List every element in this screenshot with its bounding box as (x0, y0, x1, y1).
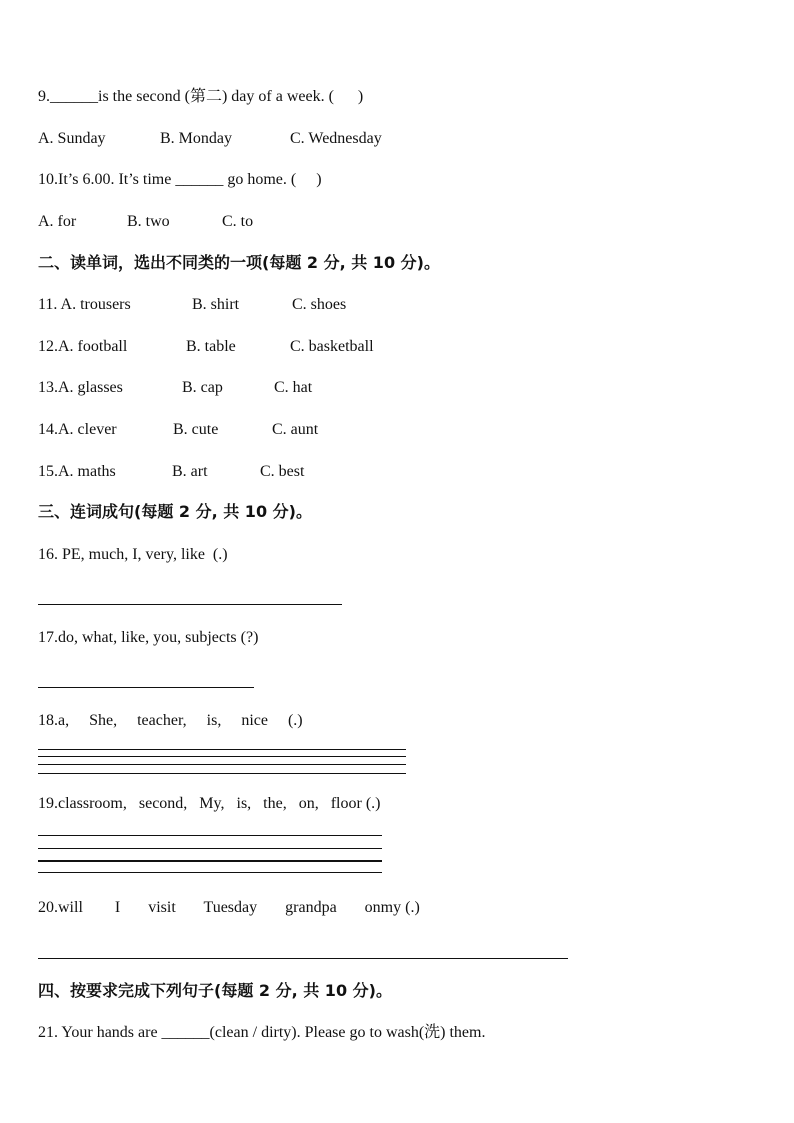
section-heading-4: 四、按要求完成下列句子(每题 2 分, 共 10 分)。 (38, 981, 392, 1000)
option-c: C. basketball (290, 338, 374, 355)
question-9: 9.______is the second (第二) day of a week. ( ) (38, 88, 364, 105)
section-heading-3: 三、连词成句(每题 2 分, 共 10 分)。 (38, 502, 312, 521)
option-c: C. hat (274, 379, 313, 396)
option-c: C. aunt (272, 421, 319, 438)
option-b: B. art (172, 463, 208, 480)
question-16: 16. PE, much, I, very, like (.) (38, 546, 228, 563)
question-10: 10.It’s 6.00. It’s time ______ go home. ( ) (38, 171, 322, 188)
option-c: C. to (222, 213, 254, 230)
question-12: 12.A. football (38, 338, 128, 355)
question-17: 17.do, what, like, you, subjects (?) (38, 629, 259, 646)
question-15: 15.A. maths (38, 463, 116, 480)
option-b: B. table (186, 338, 236, 355)
answer-line (38, 835, 382, 836)
option-a: A. for (38, 213, 77, 230)
answer-line (38, 764, 406, 765)
question-11: 11. A. trousers (38, 296, 131, 313)
answer-line (38, 749, 406, 750)
question-18: 18.a, She, teacher, is, nice (.) (38, 712, 303, 729)
question-21: 21. Your hands are ______(clean / dirty). Please go to wash(洗) them. (38, 1024, 486, 1041)
answer-line (38, 848, 382, 849)
option-b: B. two (127, 213, 170, 230)
option-c: C. best (260, 463, 305, 480)
option-a: A. Sunday (38, 130, 106, 147)
answer-line (38, 687, 254, 688)
option-b: B. shirt (192, 296, 240, 313)
option-b: B. cute (173, 421, 219, 438)
answer-line (38, 872, 382, 873)
option-b: B. cap (182, 379, 223, 396)
answer-line (38, 604, 342, 605)
answer-line (38, 756, 406, 757)
option-b: B. Monday (160, 130, 232, 147)
question-20: 20.will I visit Tuesday grandpa onmy (.) (38, 899, 420, 916)
answer-line (38, 773, 406, 774)
option-c: C. shoes (292, 296, 347, 313)
answer-line (38, 958, 568, 959)
question-19: 19.classroom, second, My, is, the, on, floor (.) (38, 795, 381, 812)
question-14: 14.A. clever (38, 421, 117, 438)
question-13: 13.A. glasses (38, 379, 123, 396)
answer-line (38, 860, 382, 862)
option-c: C. Wednesday (290, 130, 382, 147)
section-heading-2: 二、读单词，选出不同类的一项(每题 2 分, 共 10 分)。 (38, 253, 440, 272)
